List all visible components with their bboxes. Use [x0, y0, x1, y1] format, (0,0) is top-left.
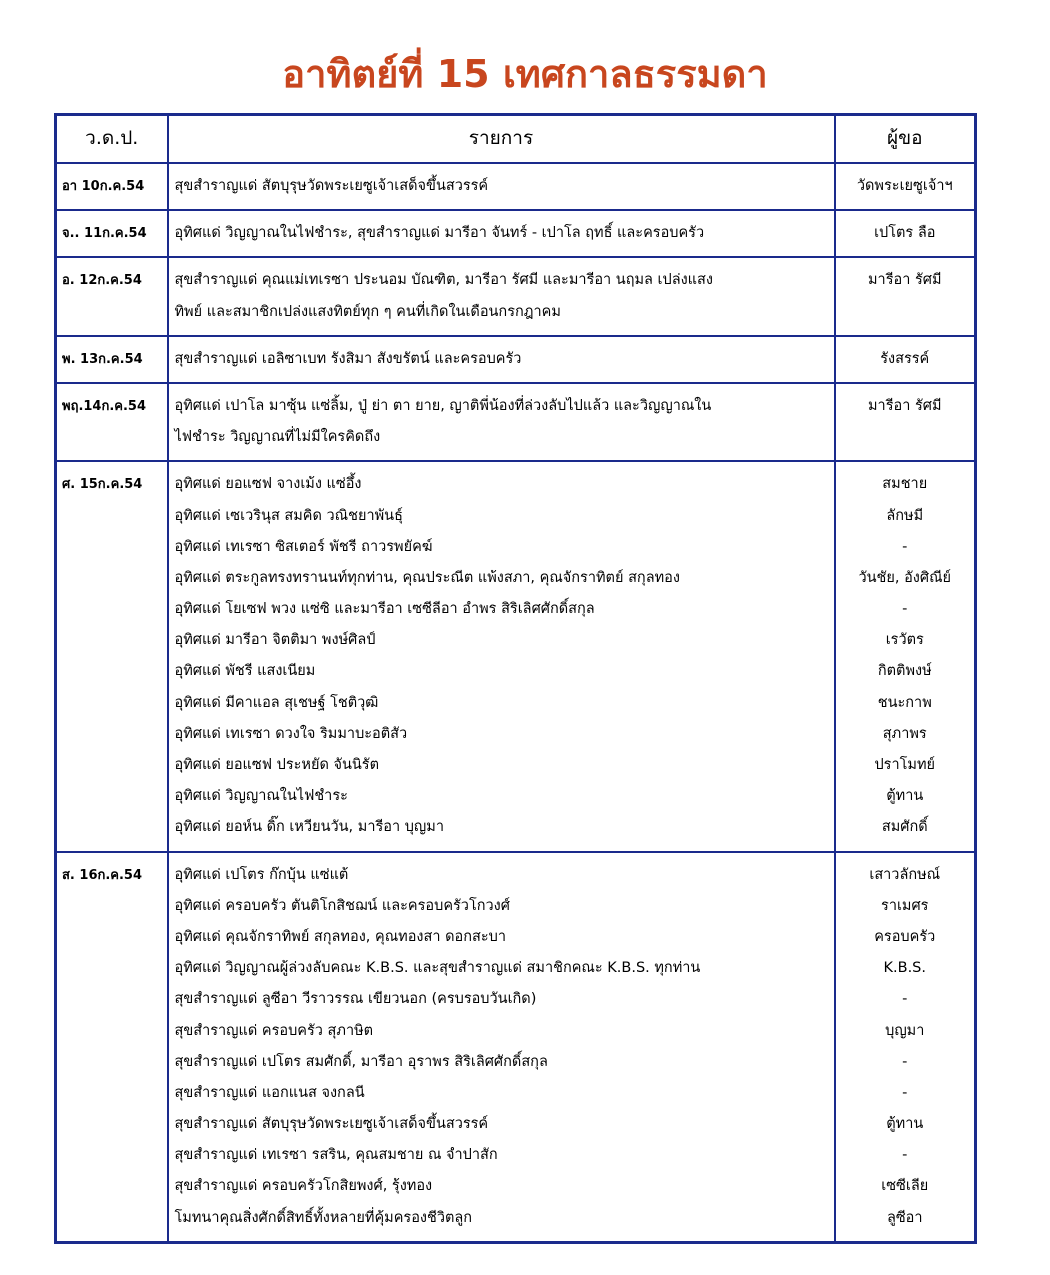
row-date: อ. 12ก.ค.54	[56, 257, 168, 335]
row-date: อา 10ก.ค.54	[56, 163, 168, 210]
table-row	[56, 210, 976, 257]
requester-line: วันชัย, อังศิณีย์	[858, 569, 952, 586]
intention-line: อุทิศแด่ ยอห์น ดิ๊ก เหวียนวัน, มารีอา บุญมา	[174, 819, 444, 836]
intention-line: สุขสำราญแด่ คุณแม่เทเรซา ประนอม บัณฑิต, มารีอา รัศมี และมารีอา นฤมล เปล่งแสง	[174, 272, 713, 289]
intention-line: สุขสำราญแด่ เทเรซา รสริน, คุณสมชาย ณ จำปาสัก	[174, 1147, 498, 1164]
requester-line: -	[902, 991, 908, 1008]
table-row	[56, 852, 976, 1243]
requester-line: K.B.S.	[883, 960, 926, 977]
intention-line: อุทิศแด่ เซเวรินุส สมคิด วณิชยาพันธุ์	[174, 507, 403, 524]
intention-line: อุทิศแด่ ตระกูลทรงทรานนท์ทุกท่าน, คุณประณีต แพ้งสภา, คุณจักราทิตย์ สกุลทอง	[174, 569, 680, 586]
intention-line: อุทิศแด่ โยเซฟ พวง แซ่ซิ และมารีอา เซซีลีอา อำพร สิริเลิศศักดิ์สกุล	[174, 601, 595, 618]
row-date: ส. 16ก.ค.54	[56, 852, 168, 1243]
intention-line: สุขสำราญแด่ สัตบุรุษวัดพระเยซูเจ้าเสด็จขึ้นสวรรค์	[174, 178, 489, 194]
intention-line: อุทิศแด่ พัชรี แสงเนียม	[174, 663, 316, 680]
row-requesters	[835, 163, 976, 210]
row-items	[168, 257, 835, 335]
intention-line: อุทิศแด่ มารีอา จิตติมา พงษ์ศิลป์	[174, 632, 376, 649]
intention-line: อุทิศแด่ เปโตร ก๊กบุ้น แซ่แต้	[174, 866, 349, 883]
requester-line: ลูซีอา	[886, 1209, 923, 1226]
requester-line: เซซีเลีย	[881, 1178, 929, 1195]
intention-line: อุทิศแด่ มีคาแอล สุเชษฐ์ โชติวุฒิ	[174, 694, 379, 711]
row-requesters	[835, 383, 976, 461]
requester-line: เสาวลักษณ์	[869, 866, 941, 883]
requester-line: -	[902, 538, 908, 555]
table-row	[56, 336, 976, 383]
requester-line: สุภาพร	[882, 725, 927, 742]
intention-line: อุทิศแด่ เปาโล มาซุ้น แซ่ลิ้ม, ปู่ ย่า ตา ยาย, ญาติพี่น้องที่ล่วงลับไปแล้ว และวิญญาณใน	[174, 397, 712, 414]
intention-line: อุทิศแด่ ยอแซฟ ประหยัด จันนิรัต	[174, 757, 379, 773]
intention-line: สุขสำราญแด่ ครอบครัวโกสิยพงศ์, รุ้งทอง	[174, 1178, 433, 1195]
requester-line: มารีอา รัศมี	[868, 272, 942, 289]
row-date: จ.. 11ก.ค.54	[56, 210, 168, 257]
requester-line: -	[902, 1053, 908, 1070]
row-items	[168, 336, 835, 383]
row-items	[168, 163, 835, 210]
row-requesters	[835, 210, 976, 257]
requester-line: เรวัตร	[885, 632, 924, 649]
row-items	[168, 383, 835, 461]
table-header-row	[56, 115, 976, 164]
requester-line: กิตติพงษ์	[877, 663, 932, 680]
row-requesters	[835, 852, 976, 1243]
requester-line: -	[902, 1084, 908, 1101]
intention-line: อุทิศแด่ วิญญาณในไฟชำระ, สุขสำราญแด่ มารีอา จันทร์ - เปาโล ฤทธิ์ และครอบครัว	[174, 225, 705, 242]
header-requester: ผู้ขอ	[835, 115, 976, 164]
table-body	[56, 163, 976, 1242]
requester-line: -	[902, 601, 908, 618]
table-row	[56, 257, 976, 335]
intention-line: อุทิศแด่ เทเรซา ซิสเตอร์ พัชรี ถาวรพยัคฆ์	[174, 538, 433, 555]
requester-line: รังสรรค์	[880, 350, 930, 367]
requester-line: สมชาย	[882, 476, 928, 493]
mass-intentions-table	[54, 113, 977, 1244]
intention-line: สุขสำราญแด่ สัตบุรุษวัดพระเยซูเจ้าเสด็จขึ้นสวรรค์	[174, 1116, 489, 1133]
intention-line: อุทิศแด่ ครอบครัว ตันติโกสิชฌน์ และครอบครัวโกวงศ์	[174, 897, 510, 914]
requester-line: ราเมศร	[881, 897, 929, 914]
header-date: ว.ด.ป.	[56, 115, 168, 164]
intention-line: สุขสำราญแด่ ครอบครัว สุภาษิต	[174, 1022, 374, 1039]
intention-line: อุทิศแด่ วิญญาณในไฟชำระ	[174, 788, 348, 805]
requester-line: ตู้ทาน	[886, 788, 924, 805]
intention-line: อุทิศแด่ คุณจักราทิพย์ สกุลทอง, คุณทองสา ดอกสะบา	[174, 928, 506, 945]
requester-line: ตู้ทาน	[886, 1116, 924, 1133]
requester-line: ชนะกาพ	[877, 694, 932, 711]
intention-line: ไฟชำระ วิญญาณที่ไม่มีใครคิดถึง	[174, 429, 381, 446]
row-date: พฤ.14ก.ค.54	[56, 383, 168, 461]
requester-line: มารีอา รัศมี	[868, 397, 942, 414]
table-row	[56, 163, 976, 210]
intention-line: สุขสำราญแด่ แอกแนส จงกลนี	[174, 1084, 365, 1101]
row-requesters	[835, 461, 976, 851]
requester-line: ครอบครัว	[874, 928, 936, 945]
row-date: ศ. 15ก.ค.54	[56, 461, 168, 851]
row-requesters	[835, 336, 976, 383]
row-date: พ. 13ก.ค.54	[56, 336, 168, 383]
row-items	[168, 210, 835, 257]
intention-line: อุทิศแด่ ยอแซฟ จางเม้ง แซ่อึ้ง	[174, 476, 362, 493]
requester-line: ปราโมทย์	[874, 757, 936, 773]
intention-line: สุขสำราญแด่ เปโตร สมศักดิ์, มารีอา อุราพร สิริเลิศศักดิ์สกุล	[174, 1053, 548, 1070]
intention-line: สุขสำราญแด่ เอลิซาเบท รังสิมา สังขรัตน์ และครอบครัว	[174, 350, 522, 367]
requester-line: วัดพระเยซูเจ้าฯ	[856, 178, 953, 194]
row-items	[168, 852, 835, 1243]
intention-line: สุขสำราญแด่ ลูซีอา วีราวรรณ เขียวนอก (ครบรอบวันเกิด)	[174, 991, 537, 1008]
requester-line: สมศักดิ์	[881, 819, 928, 836]
requester-line: ลักษมี	[886, 507, 924, 524]
intention-line: โมทนาคุณสิ่งศักดิ์สิทธิ์ทั้งหลายที่คุ้มครองชีวิตลูก	[174, 1209, 473, 1226]
table-row	[56, 461, 976, 851]
row-requesters	[835, 257, 976, 335]
intention-line: อุทิศแด่ วิญญาณผู้ล่วงลับคณะ K.B.S. และสุขสำราญแด่ สมาชิกคณะ K.B.S. ทุกท่าน	[174, 960, 701, 977]
page-title: อาทิตย์ที่ 15 เทศกาลธรรมดา	[282, 52, 768, 96]
requester-line: บุญมา	[885, 1022, 925, 1039]
requester-line: เปโตร ลือ	[874, 225, 936, 242]
intention-line: อุทิศแด่ เทเรซา ดวงใจ ริมมาบะอติสัว	[174, 725, 408, 742]
intention-line: ทิพย์ และสมาชิกเปล่งแสงทิตย์ทุก ๆ คนที่เกิดในเดือนกรกฎาคม	[174, 303, 561, 320]
table-row	[56, 383, 976, 461]
row-items	[168, 461, 835, 851]
header-items: รายการ	[168, 115, 835, 164]
requester-line: -	[902, 1147, 908, 1164]
